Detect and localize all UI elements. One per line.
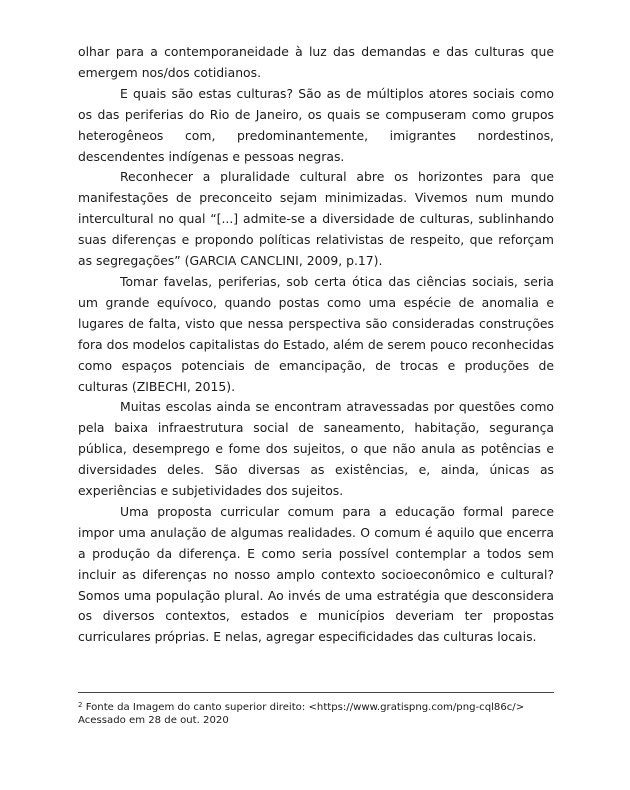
paragraph-cultures: E quais são estas culturas? São as de múltiplos atores sociais como os das periferias do Rio de Janeiro, os quais se compuseram como grupos heterogêneos com, predominantemente, imigrantes nordestinos, descendentes indígenas e pessoas negras. xyxy=(78,85,554,164)
paragraph-plurality: Reconhecer a pluralidade cultural abre os horizontes para que manifestações de preconceito sejam minimizadas. Vivemos num mundo intercultural no qual “[...] admite-se a diversidade de culturas, sublinhando suas diferenças e propondo políticas relativistas de respeito, que reforçam as segregações” (GARCIA CANCLINI, 2009, p.17). xyxy=(78,169,554,269)
footnote-source-text: Fonte da Imagem do canto superior direito: <https://www.gratispng.com/png-cql86c/> xyxy=(85,702,525,713)
paragraph-favelas: Tomar favelas, periferias, sob certa ótica das ciências sociais, seria um grande equívoco, quando postas como uma espécie de anomalia e lugares de falta, visto que nessa perspectiva são consideradas construções fora dos modelos capitalistas do Estado, além de serem pouco reconhecidas como espaços potenciais de emancipação, de trocas e produções de culturas (ZIBECHI, 2015). xyxy=(78,273,554,394)
document-body xyxy=(78,42,554,648)
footnote-line-source xyxy=(78,699,554,714)
footnote-marker: 2 xyxy=(78,701,83,709)
footnote-access-date: Acessado em 28 de out. 2020 xyxy=(78,715,229,726)
footnote xyxy=(78,699,554,727)
paragraph-curriculum: Uma proposta curricular comum para a educação formal parece impor uma anulação de algumas realidades. O comum é aquilo que encerra a produção da diferença. E como seria possível contemplar a todos sem incluir as diferenças no nosso amplo contexto socioeconômico e cultural? Somos uma população plural. Ao invés de uma estratégia que desconsidera os diversos contextos, estados e municípios deveriam ter propostas curriculares próprias. E nelas, agregar especificidades das culturas locais. xyxy=(78,503,554,645)
footnote-divider xyxy=(78,692,554,693)
paragraph-continuation: olhar para a contemporaneidade à luz das demandas e das culturas que emergem nos/dos cotidianos. xyxy=(78,44,554,80)
paragraph-schools: Muitas escolas ainda se encontram atravessadas por questões como pela baixa infraestrutura social de saneamento, habitação, segurança pública, desemprego e fome dos sujeitos, o que não anula as potências e diversidades deles. São diversas as existências, e, ainda, únicas as experiências e subjetividades dos sujeitos. xyxy=(78,399,554,499)
